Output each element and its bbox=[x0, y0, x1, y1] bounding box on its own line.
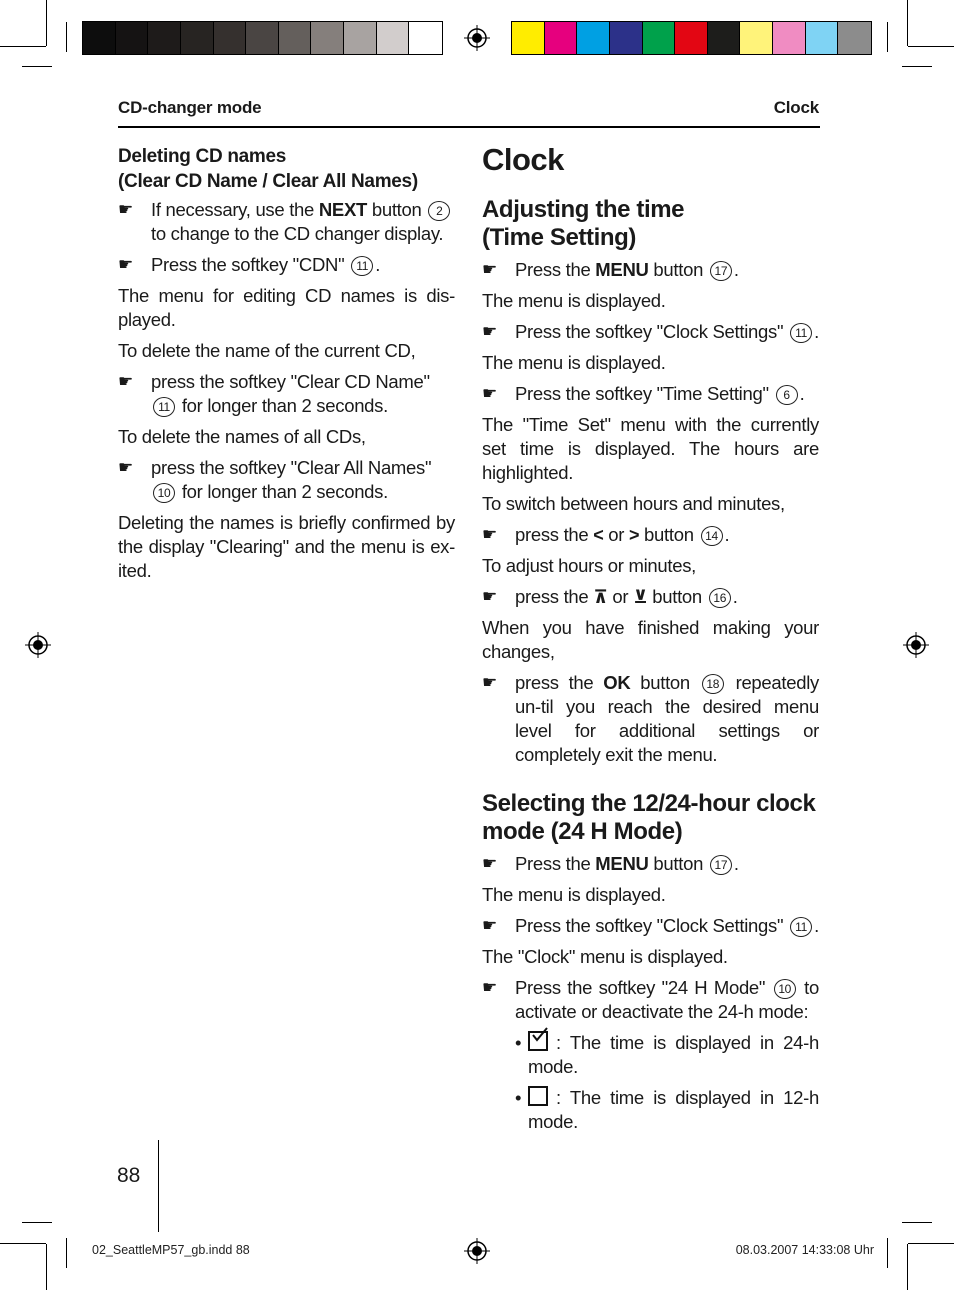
page-title: Clock bbox=[482, 142, 564, 177]
button-name: MENU bbox=[595, 853, 649, 874]
step-text: . bbox=[814, 915, 819, 936]
heading-line: (Time Setting) bbox=[482, 224, 636, 251]
checked-box-icon bbox=[528, 1031, 548, 1051]
color-swatch bbox=[806, 22, 839, 54]
step-text: Press the bbox=[515, 259, 596, 280]
step-text: press the bbox=[515, 524, 594, 545]
body-paragraph: To delete the names of all CDs, bbox=[118, 426, 366, 447]
heading-line: Deleting CD names bbox=[118, 146, 287, 167]
button-name: MENU bbox=[595, 259, 649, 280]
step-text: Press the softkey "24 H Mode" bbox=[515, 977, 772, 998]
callout-number: 17 bbox=[710, 261, 732, 281]
callout-number: 11 bbox=[351, 256, 373, 276]
pointing-hand-icon: ☛ bbox=[482, 587, 497, 606]
instruction-step bbox=[482, 523, 819, 547]
step-text: If necessary, use the bbox=[151, 199, 319, 220]
crop-mark bbox=[908, 1243, 954, 1244]
body-paragraph: The menu is displayed. bbox=[482, 884, 666, 905]
heading-line: Adjusting the time bbox=[482, 196, 685, 223]
instruction-step bbox=[482, 320, 819, 344]
color-swatch bbox=[610, 22, 643, 54]
bullet-dot: • bbox=[515, 1087, 522, 1108]
callout-number: 11 bbox=[790, 323, 812, 343]
option-item bbox=[482, 1031, 819, 1079]
step-text: or bbox=[603, 524, 629, 545]
option-text: : The time is displayed in 12-h mode. bbox=[528, 1087, 819, 1132]
step-text: . bbox=[814, 321, 819, 342]
instruction-step bbox=[482, 914, 819, 938]
color-swatch bbox=[512, 22, 545, 54]
callout-number: 6 bbox=[776, 385, 798, 405]
pointing-hand-icon: ☛ bbox=[482, 854, 497, 873]
step-text: to activate or deactivate the 24-h mode: bbox=[515, 977, 820, 1022]
page-number-rule bbox=[158, 1140, 159, 1232]
body-paragraph: When you have finished making your changes, bbox=[482, 617, 819, 662]
step-text: button bbox=[367, 199, 427, 220]
section-gap bbox=[482, 774, 819, 790]
color-swatch bbox=[279, 22, 312, 54]
pointing-hand-icon: ☛ bbox=[118, 255, 133, 274]
gray-color-bar bbox=[82, 21, 443, 55]
running-head-left: CD-changer mode bbox=[118, 98, 262, 117]
body-paragraph: The "Clock" menu is displayed. bbox=[482, 946, 728, 967]
pointing-hand-icon: ☛ bbox=[482, 978, 497, 997]
heading-line: mode (24 H Mode) bbox=[482, 818, 683, 845]
bullet-dot: • bbox=[515, 1032, 522, 1053]
body-paragraph: To adjust hours or minutes, bbox=[482, 555, 697, 576]
step-text: or bbox=[607, 586, 634, 607]
crop-mark bbox=[907, 1244, 908, 1290]
step-text: . bbox=[799, 383, 805, 404]
section-heading bbox=[482, 790, 819, 846]
instruction-step bbox=[482, 852, 819, 876]
callout-number: 14 bbox=[701, 526, 723, 546]
step-text: to change to the CD changer display. bbox=[151, 223, 444, 244]
body-paragraph: To delete the name of the current CD, bbox=[118, 340, 416, 361]
registration-mark-icon bbox=[25, 632, 51, 658]
step-text: press the bbox=[515, 586, 594, 607]
instruction-step bbox=[118, 198, 455, 246]
pointing-hand-icon: ☛ bbox=[482, 384, 497, 403]
step-text: for longer than 2 seconds. bbox=[177, 395, 388, 416]
right-column bbox=[482, 142, 819, 1141]
color-swatch bbox=[643, 22, 676, 54]
crop-mark bbox=[0, 1243, 46, 1244]
step-text: . bbox=[732, 586, 738, 607]
header-rule bbox=[118, 126, 820, 128]
color-swatch bbox=[773, 22, 806, 54]
step-text: press the bbox=[515, 672, 604, 693]
body-paragraph: The menu is displayed. bbox=[482, 290, 666, 311]
instruction-step bbox=[482, 382, 819, 406]
step-text: repeatedly un-til you reach the desired menu level for additional settings or completely exit the menu. bbox=[515, 672, 819, 765]
instruction-step bbox=[482, 258, 819, 282]
callout-number: 10 bbox=[774, 979, 796, 999]
heading-line: Selecting the 12/24-hour clock bbox=[482, 790, 816, 817]
crop-mark bbox=[902, 1222, 932, 1223]
color-swatch bbox=[577, 22, 610, 54]
step-text: Press the bbox=[515, 853, 596, 874]
instruction-step bbox=[482, 976, 819, 1024]
step-text: Press the softkey "CDN" bbox=[151, 254, 350, 275]
section-heading bbox=[482, 196, 819, 252]
color-swatch bbox=[116, 22, 149, 54]
body-paragraph: Deleting the names is briefly confirmed by the display "Clearing" and the menu is ex-ited. bbox=[118, 512, 455, 581]
empty-box-icon bbox=[528, 1086, 548, 1106]
left-column bbox=[118, 144, 455, 590]
callout-number: 18 bbox=[702, 674, 724, 694]
color-swatch bbox=[740, 22, 773, 54]
registration-mark-icon bbox=[464, 25, 490, 51]
step-text: for longer than 2 seconds. bbox=[177, 481, 388, 502]
crop-mark bbox=[907, 0, 908, 46]
step-text: . bbox=[724, 524, 730, 545]
body-paragraph: The "Time Set" menu with the currently set time is displayed. The hours are highlighted. bbox=[482, 414, 819, 483]
step-text: press the softkey "Clear All Names" bbox=[151, 457, 432, 478]
pointing-hand-icon: ☛ bbox=[482, 673, 497, 692]
instruction-step bbox=[118, 370, 455, 418]
crop-mark bbox=[908, 46, 954, 47]
callout-number: 16 bbox=[709, 588, 731, 608]
registration-mark-icon bbox=[464, 1238, 490, 1264]
step-text: button bbox=[648, 259, 708, 280]
instruction-step bbox=[482, 585, 819, 609]
callout-number: 2 bbox=[428, 201, 450, 221]
step-text: . bbox=[375, 254, 381, 275]
callout-number: 11 bbox=[790, 917, 812, 937]
crop-mark bbox=[887, 22, 888, 52]
instruction-step bbox=[482, 671, 819, 767]
step-text: button bbox=[648, 853, 708, 874]
pointing-hand-icon: ☛ bbox=[482, 916, 497, 935]
color-swatch bbox=[708, 22, 741, 54]
crop-mark bbox=[22, 1222, 52, 1223]
pointing-hand-icon: ☛ bbox=[482, 322, 497, 341]
color-swatch bbox=[83, 22, 116, 54]
instruction-step bbox=[118, 253, 455, 277]
footer-timestamp: 08.03.2007 14:33:08 Uhr bbox=[735, 1243, 874, 1257]
crop-mark bbox=[887, 1238, 888, 1268]
color-swatch bbox=[181, 22, 214, 54]
section-heading bbox=[118, 144, 455, 194]
crop-mark bbox=[46, 0, 47, 46]
heading-line: (Clear CD Name / Clear All Names) bbox=[118, 171, 418, 192]
step-text: press the softkey "Clear CD Name" bbox=[151, 371, 430, 392]
color-swatch bbox=[311, 22, 344, 54]
body-paragraph: The menu is displayed. bbox=[482, 352, 666, 373]
body-paragraph: The menu for editing CD names is dis-played. bbox=[118, 285, 455, 330]
button-name: OK bbox=[603, 672, 631, 693]
callout-number: 10 bbox=[153, 483, 175, 503]
option-text: : The time is displayed in 24-h mode. bbox=[528, 1032, 819, 1077]
option-item bbox=[482, 1086, 819, 1134]
step-text: button bbox=[630, 672, 700, 693]
color-swatch bbox=[409, 22, 442, 54]
color-swatch bbox=[545, 22, 578, 54]
callout-number: 11 bbox=[153, 397, 175, 417]
color-swatch bbox=[344, 22, 377, 54]
color-swatch bbox=[148, 22, 181, 54]
running-head-right: Clock bbox=[773, 98, 819, 117]
color-swatch bbox=[377, 22, 410, 54]
up-arrow-icon: ⊼ bbox=[593, 587, 608, 607]
crop-mark bbox=[46, 1244, 47, 1290]
left-arrow-icon: < bbox=[593, 525, 604, 545]
instruction-step bbox=[118, 456, 455, 504]
pointing-hand-icon: ☛ bbox=[118, 200, 133, 219]
pointing-hand-icon: ☛ bbox=[118, 372, 133, 391]
step-text: Press the softkey "Clock Settings" bbox=[515, 915, 789, 936]
pointing-hand-icon: ☛ bbox=[118, 458, 133, 477]
callout-number: 17 bbox=[710, 855, 732, 875]
body-paragraph: To switch between hours and minutes, bbox=[482, 493, 785, 514]
step-text: Press the softkey "Time Setting" bbox=[515, 383, 774, 404]
color-swatch bbox=[246, 22, 279, 54]
pointing-hand-icon: ☛ bbox=[482, 525, 497, 544]
crop-mark bbox=[902, 66, 932, 67]
down-arrow-icon: ⊻ bbox=[633, 587, 648, 607]
footer-file-info: 02_SeattleMP57_gb.indd 88 bbox=[92, 1243, 250, 1257]
step-text: button bbox=[647, 586, 707, 607]
right-arrow-icon: > bbox=[629, 525, 640, 545]
step-text: button bbox=[639, 524, 699, 545]
crop-mark bbox=[22, 66, 52, 67]
crop-mark bbox=[66, 1238, 67, 1268]
pointing-hand-icon: ☛ bbox=[482, 260, 497, 279]
registration-mark-icon bbox=[903, 632, 929, 658]
color-swatch bbox=[675, 22, 708, 54]
color-swatch bbox=[838, 22, 871, 54]
crop-mark bbox=[0, 46, 46, 47]
step-text: Press the softkey "Clock Settings" bbox=[515, 321, 789, 342]
cmyk-color-bar bbox=[511, 21, 872, 55]
page-number: 88 bbox=[117, 1164, 141, 1187]
step-text: . bbox=[733, 853, 739, 874]
step-text: . bbox=[733, 259, 739, 280]
color-swatch bbox=[214, 22, 247, 54]
button-name: NEXT bbox=[318, 199, 368, 220]
crop-mark bbox=[66, 22, 67, 52]
